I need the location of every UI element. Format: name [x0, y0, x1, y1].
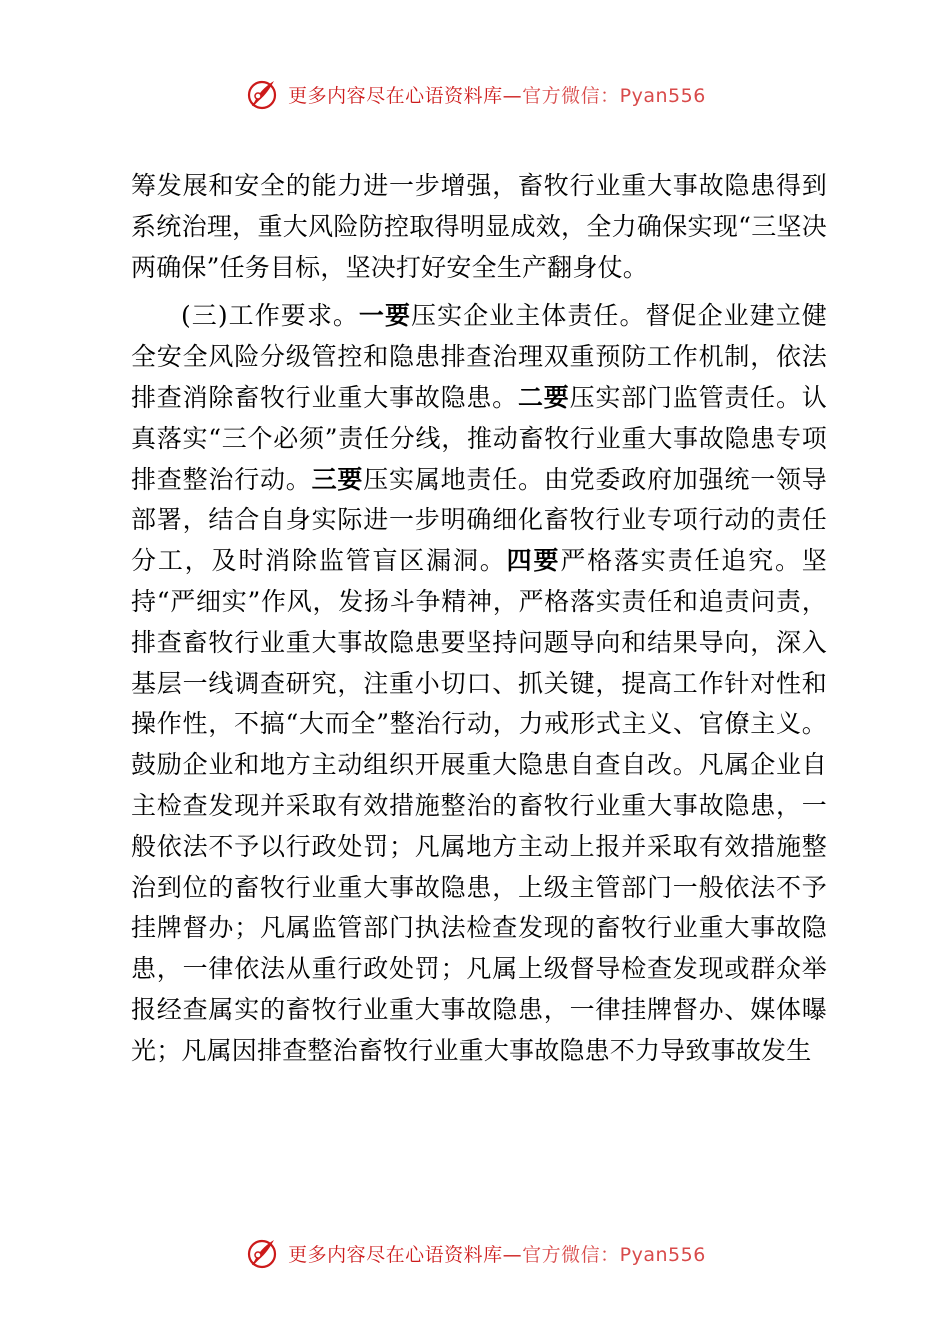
- document-body: [131, 166, 827, 1072]
- keyword-2: 二要: [517, 382, 570, 412]
- footer-banner: [0, 1233, 950, 1273]
- keyword-1: 一要: [358, 301, 412, 331]
- sentence-1: 压实企业主体责任。督促企业建立健全安全风险分级管控和隐患排查治理双重预防工作机制，依法排查消除畜牧行业重大事故隐患。: [131, 301, 828, 412]
- keyword-3: 三要: [311, 464, 364, 494]
- sentence-3: 压实属地责任。由党委政府加强统一领导部署，结合自身实际进一步明确细化畜牧行业专项行动的责任分工，及时消除监管盲区漏洞。: [131, 464, 828, 576]
- feather-logo-icon: [244, 76, 280, 112]
- keyword-4: 四要: [506, 546, 561, 576]
- section-heading: (三)工作要求。: [181, 301, 359, 331]
- header-banner: [0, 74, 950, 114]
- banner-text: 更多内容尽在心语资料库—官方微信：Pyan556: [288, 1243, 706, 1266]
- feather-logo-icon: [244, 1235, 280, 1271]
- sentence-2: 压实部门监管责任。认真落实“三个必须”责任分线，推动畜牧行业重大事故隐患专项排查整治行动。: [131, 382, 827, 494]
- paragraph-2: [131, 296, 827, 1071]
- paragraph-1: 筹发展和安全的能力进一步增强，畜牧行业重大事故隐患得到系统治理，重大风险防控取得明显成效，全力确保实现“三坚决两确保”任务目标，坚决打好安全生产翻身仗。: [131, 171, 827, 282]
- banner-text: 更多内容尽在心语资料库—官方微信：Pyan556: [288, 84, 706, 107]
- sentence-4: 严格落实责任追究。坚持“严细实”作风，发扬斗争精神，严格落实责任和追责问责，排查畜牧行业重大事故隐患要坚持问题导向和结果导向，深入基层一线调查研究，注重小切口、抓关键，提高工作针对性和操作性，不搞“大而全”整治行动，力戒形式主义、官僚主义。鼓励企业和地方主动组织开展重大隐患自查自改。凡属企业自主检查发现并采取有效措施整治的畜牧行业重大事故隐患，一般依法不予以行政处罚；凡属地方主动上报并采取有效措施整治到位的畜牧行业重大事故隐患，上级主管部门一般依法不予挂牌督办；凡属监管部门执法检查发现的畜牧行业重大事故隐患，一律依法从重行政处罚；凡属上级督导检查发现或群众举报经查属实的畜牧行业重大事故隐患，一律挂牌督办、媒体曝光；凡属因排查整治畜牧行业重大事故隐患不力导致事故发生: [131, 546, 827, 1065]
